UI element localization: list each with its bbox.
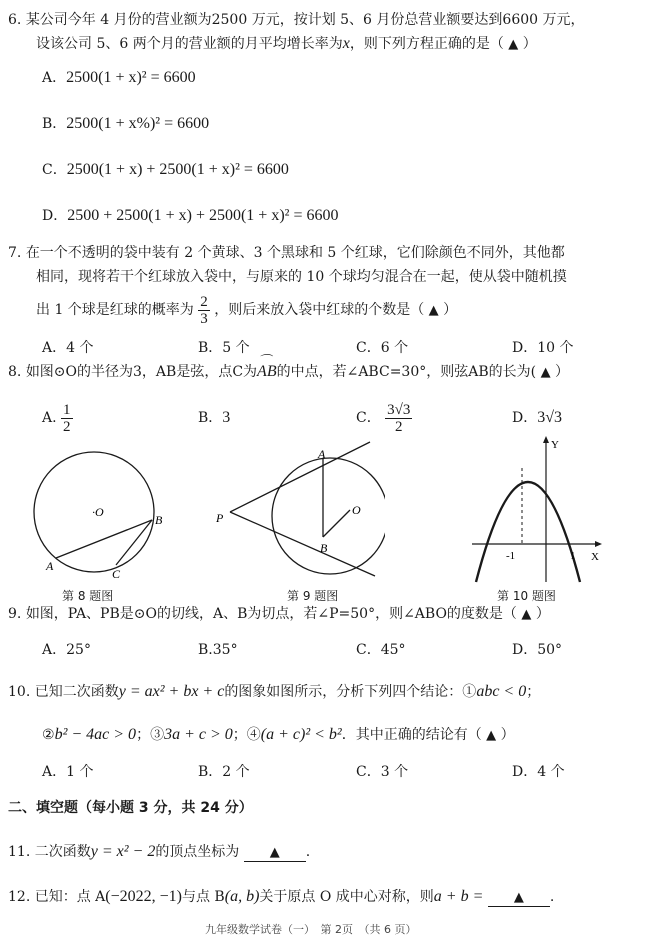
page-footer: 九年级数学试卷（一） 第 2页 （共 6 页） xyxy=(205,923,417,936)
q6-option-a: A．2500(1 + x)² = 6600 xyxy=(42,69,196,86)
segment-bo xyxy=(323,510,350,537)
label-a: A xyxy=(46,559,54,573)
probability-fraction: $\frac{2}{3}$ xyxy=(200,293,208,327)
q6-line2: 设该公司 5、6 两个月的营业额的月平均增长率为x，则下列方程正确的是（ ▲ ） xyxy=(36,35,537,52)
figure-9 xyxy=(210,440,385,585)
q10-option-d: D．4 个 xyxy=(512,764,565,780)
q6-line1: 6. 某公司今年 4 月份的营业额为2500 万元，按计划 5、6 月份总营业额要达到6600 万元， xyxy=(8,12,585,28)
q10-line1: 10. 已知二次函数y = ax² + bx + c的图象如图所示，分析下列四个结论：①abc < 0； xyxy=(8,683,541,700)
label-p: P xyxy=(216,511,224,525)
caption-fig10: 第 10 题图 xyxy=(497,589,556,603)
caption-fig8: 第 8 题图 xyxy=(62,589,114,603)
q9-option-d: D．50° xyxy=(512,642,563,658)
label-one: 1 xyxy=(570,550,576,562)
label-y: Y xyxy=(551,439,559,451)
label-x: X xyxy=(591,551,599,563)
q10-line2: ②b² − 4ac > 0；③3a + c > 0；④(a + c)² < b²．其中正确的结论有（ ▲ ） xyxy=(42,726,515,743)
q7-option-d: D．10 个 xyxy=(512,340,574,356)
q7-line3: 出 1 个球是红球的概率为 $\frac{2}{3}$ ，则后来放入袋中红球的个数是（ ▲ ） xyxy=(36,293,458,327)
arc-ab: ⌒ AB xyxy=(257,362,277,382)
figure-8 xyxy=(24,440,184,585)
label-o: O xyxy=(352,503,361,517)
answer-mark: ▲ xyxy=(486,728,497,743)
q6-option-d: D．2500 + 2500(1 + x) + 2500(1 + x)² = 6600 xyxy=(42,207,339,224)
q8-option-b: B．3 xyxy=(198,409,231,426)
q11-line: 11. 二次函数y = x² − 2的顶点坐标为 ▲ . xyxy=(8,843,311,860)
q7-option-c: C．6 个 xyxy=(356,340,409,356)
answer-blank: ▲ xyxy=(488,889,550,907)
tangent-pa xyxy=(230,442,370,512)
figure-10 xyxy=(462,432,612,584)
q8-option-d: D．3√3 xyxy=(512,409,563,426)
q9-option-b: B.35° xyxy=(198,642,238,658)
q7-line1: 7. 在一个不透明的袋中装有 2 个黄球、3 个黑球和 5 个红球，它们除颜色不同外，其他都 xyxy=(8,245,565,261)
caption-fig9: 第 9 题图 xyxy=(287,589,339,603)
answer-mark: ▲ xyxy=(540,365,551,380)
section-heading: 二、填空题（每小题 3 分，共 24 分） xyxy=(8,800,253,816)
answer-mark: ▲ xyxy=(428,303,439,318)
q8-option-a: A. $\frac{1}{2}$ xyxy=(42,401,71,435)
label-o: ·O xyxy=(92,505,104,519)
q6-option-c: C．2500(1 + x) + 2500(1 + x)² = 6600 xyxy=(42,161,289,178)
q9-option-a: A．25° xyxy=(42,642,91,658)
x-axis-arrow xyxy=(595,541,602,547)
q8-line: 8. 如图⊙O的半径为3，AB是弦，点C为⌒ AB的中点，若∠ABC=30°，则弦AB的长为( ▲ ） xyxy=(8,362,569,383)
label-c: C xyxy=(112,567,121,581)
q9-line: 9. 如图，PA、PB是⊙O的切线，A、B为切点，若∠P=50°，则∠ABO的度数是（ ▲ ） xyxy=(8,606,550,622)
answer-blank: ▲ xyxy=(244,844,306,862)
parabola xyxy=(476,482,580,582)
q8-option-c: C． $\frac{3√3}{2}$ xyxy=(356,401,411,435)
answer-mark: ▲ xyxy=(521,607,532,622)
q6-option-b: B．2500(1 + x%)² = 6600 xyxy=(42,115,210,132)
label-neg1: -1 xyxy=(506,550,516,562)
q12-line: 12. 已知：点 A(−2022, −1)与点 B(a, b)关于原点 O 成中心对称，则a + b = ▲ . xyxy=(8,888,555,905)
q10-option-a: A．1 个 xyxy=(42,764,94,780)
q10-option-c: C．3 个 xyxy=(356,764,409,780)
circle-o xyxy=(272,458,385,574)
answer-mark: ▲ xyxy=(508,37,519,52)
q7-option-a: A．4 个 xyxy=(42,340,94,356)
label-a: A xyxy=(318,447,326,461)
q7-option-b: B．5 个 xyxy=(198,340,250,356)
q9-option-c: C．45° xyxy=(356,642,406,658)
label-b: B xyxy=(320,541,328,555)
y-axis-arrow xyxy=(543,436,549,443)
q7-line2: 相同，现将若干个红球放入袋中，与原来的 10 个球均匀混合在一起，使从袋中随机摸 xyxy=(36,269,567,285)
label-b: B xyxy=(155,513,163,527)
q10-option-b: B．2 个 xyxy=(198,764,250,780)
